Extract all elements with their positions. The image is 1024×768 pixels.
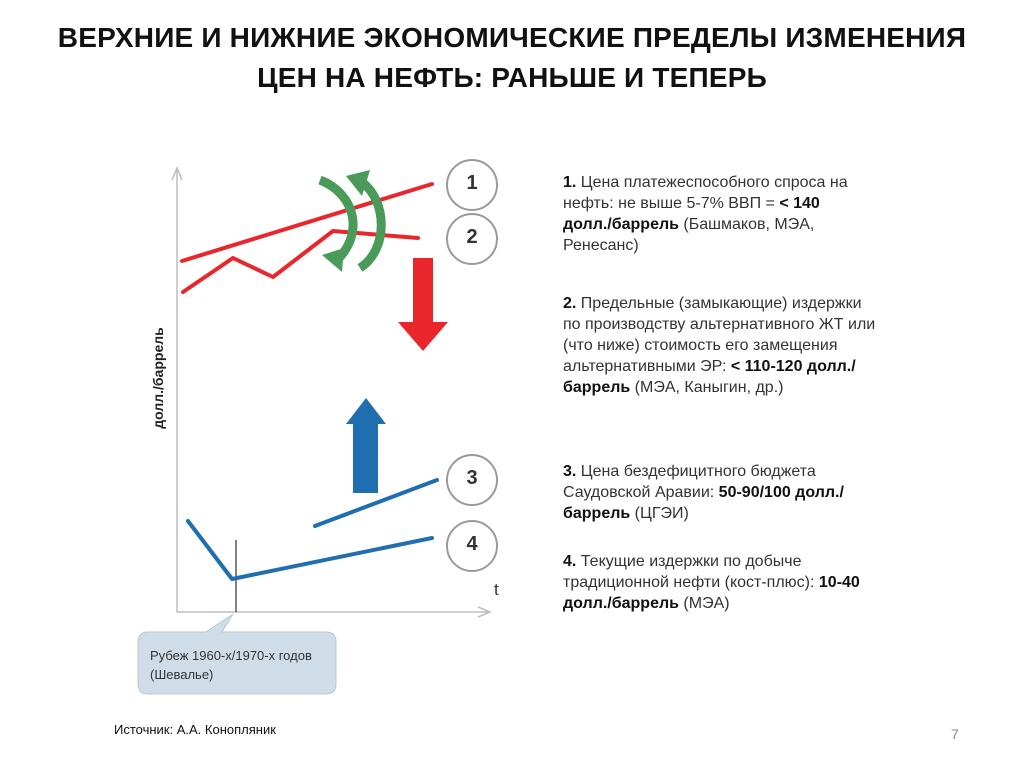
note-1-text-b: (Башмаков, МЭА, Ренесанс) xyxy=(563,216,815,254)
callout-line1: Рубеж 1960-х/1970-х годов xyxy=(150,648,312,663)
marker-label-4: 4 xyxy=(466,533,478,555)
marker-label-1: 1 xyxy=(466,172,478,194)
callout-line2: (Шевалье) xyxy=(150,667,214,682)
note-2-text-b: (МЭА, Каныгин, др.) xyxy=(630,379,784,396)
note-3-text-a: Цена бездефицитного бюджета Саудовской Аравии: xyxy=(563,463,816,501)
note-3-text-b: (ЦГЭИ) xyxy=(630,505,689,522)
slide-title-line1: ВЕРХНИЕ И НИЖНИЕ ЭКОНОМИЧЕСКИЕ ПРЕДЕЛЫ ИЗМЕНЕНИЯ xyxy=(57,22,967,53)
note-3 xyxy=(563,461,863,524)
note-4-value: 10-40 долл./баррель xyxy=(563,574,860,612)
note-2-number: 2. xyxy=(563,295,577,312)
note-4-text-b: (МЭА) xyxy=(678,595,730,612)
down-arrow-icon xyxy=(398,258,448,351)
note-2 xyxy=(563,293,883,398)
page-number: 7 xyxy=(951,726,959,742)
up-arrow-icon xyxy=(346,398,386,493)
note-4 xyxy=(563,551,863,614)
note-2-text-a: Предельные (замыкающие) издержки по производству альтернативного ЖТ или (что ниже) стоимость его замещения альтернативными ЭР: xyxy=(563,295,876,375)
callout-text xyxy=(150,646,350,684)
note-3-number: 3. xyxy=(563,463,577,480)
note-1-value: < 140 долл./баррель xyxy=(563,195,820,233)
note-1-number: 1. xyxy=(563,174,577,191)
note-4-text-a: Текущие издержки по добыче традиционной нефти (кост-плюс): xyxy=(563,553,819,591)
note-4-number: 4. xyxy=(563,553,577,570)
line-4-production-cost xyxy=(188,521,432,579)
note-1 xyxy=(563,172,853,256)
y-axis-label: долл./баррель xyxy=(150,327,166,429)
source-citation: Источник: А.А. Конопляник xyxy=(114,722,276,737)
x-axis-label: t xyxy=(494,580,499,599)
marker-label-2: 2 xyxy=(466,226,478,248)
slide-title-line2: ЦЕН НА НЕФТЬ: РАНЬШЕ И ТЕПЕРЬ xyxy=(257,62,767,93)
note-2-value: < 110-120 долл./баррель xyxy=(563,358,856,396)
note-3-value: 50-90/100 долл./баррель xyxy=(563,484,844,522)
cycle-arrows-icon xyxy=(320,170,381,272)
note-1-text-a: Цена платежеспособного спроса на нефть: не выше 5-7% ВВП = xyxy=(563,174,848,212)
marker-label-3: 3 xyxy=(466,467,478,489)
